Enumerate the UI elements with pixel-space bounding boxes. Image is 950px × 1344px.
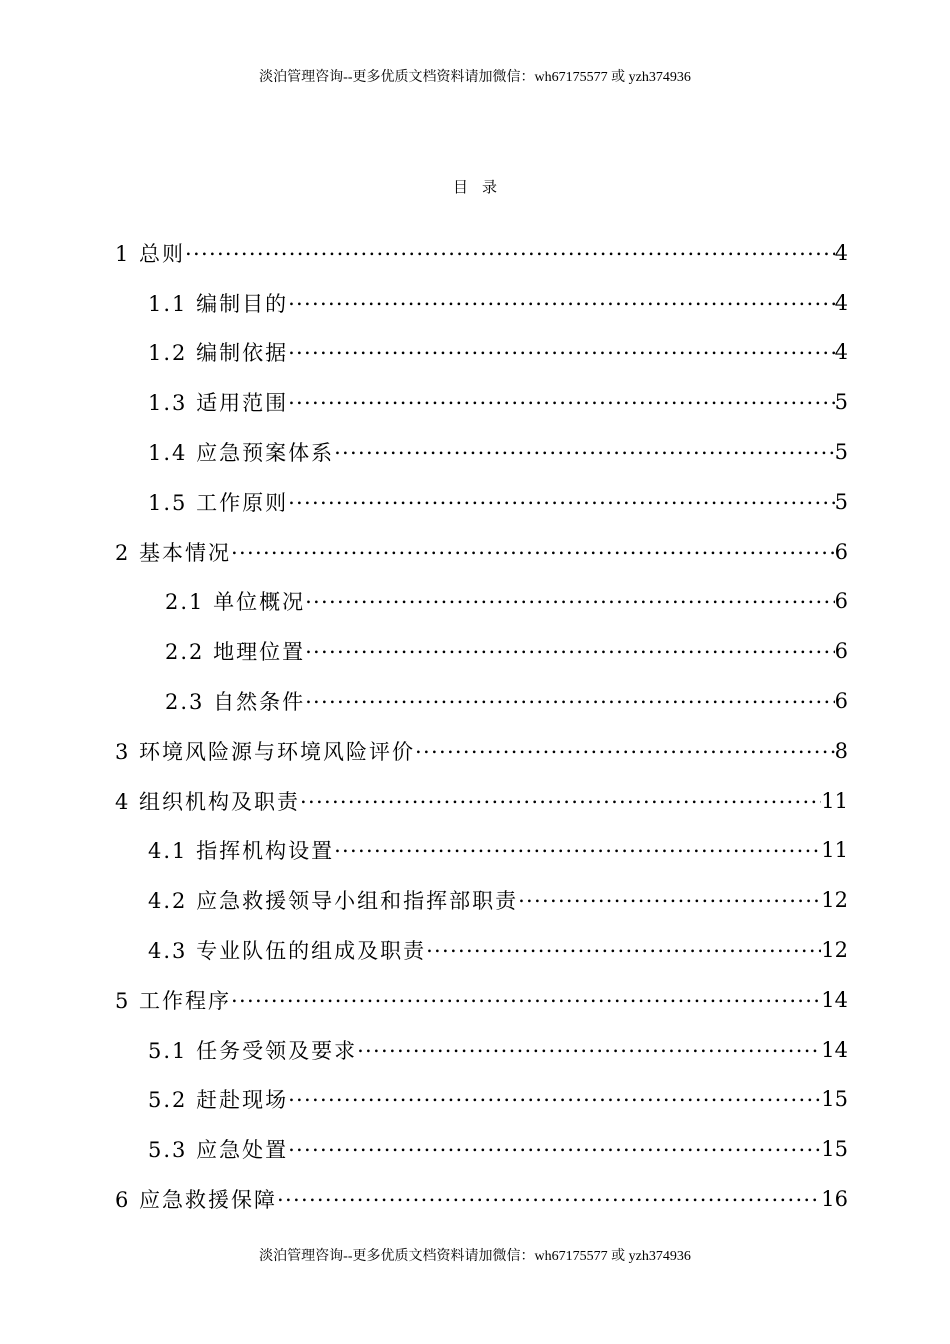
toc-entry-label: 4.3 专业队伍的组成及职责 bbox=[148, 939, 427, 964]
toc-leader-dots bbox=[288, 385, 835, 409]
toc-leader-dots bbox=[305, 634, 835, 658]
toc-entry-page-number: 14 bbox=[821, 1037, 848, 1062]
toc-entry[interactable] bbox=[0, 925, 950, 975]
toc-leader-dots bbox=[288, 1082, 821, 1106]
toc-entry-label: 2.2 地理位置 bbox=[165, 640, 306, 665]
toc-entry-page-number: 4 bbox=[834, 340, 848, 365]
toc-entry[interactable] bbox=[0, 875, 950, 925]
toc-entry-label: 2.1 单位概况 bbox=[165, 590, 306, 615]
toc-leader-dots bbox=[288, 286, 835, 310]
toc-entry-page-number: 5 bbox=[834, 390, 848, 415]
toc-leader-dots bbox=[426, 933, 821, 957]
toc-leader-dots bbox=[334, 833, 821, 857]
toc-leader-dots bbox=[300, 784, 821, 808]
toc-entry[interactable] bbox=[0, 328, 950, 378]
toc-entry[interactable] bbox=[0, 676, 950, 726]
toc-entry[interactable] bbox=[0, 577, 950, 627]
toc-entry-page-number: 6 bbox=[834, 689, 848, 714]
toc-entry[interactable] bbox=[0, 427, 950, 477]
toc-entry-label: 1.5 工作原则 bbox=[148, 490, 289, 515]
toc-entry[interactable] bbox=[0, 826, 950, 876]
toc-entry-page-number: 11 bbox=[821, 788, 848, 813]
toc-leader-dots bbox=[288, 1132, 821, 1156]
toc-entry[interactable] bbox=[0, 975, 950, 1025]
toc-entry-page-number: 12 bbox=[821, 888, 848, 913]
toc-entry-label: 6 应急救援保障 bbox=[115, 1188, 278, 1213]
toc-entry-page-number: 15 bbox=[821, 1137, 848, 1162]
page-header: 淡泊管理咨询--更多优质文档资料请加微信：wh67175577 或 yzh374936 bbox=[259, 70, 691, 85]
toc-title: 目录 bbox=[452, 178, 511, 196]
toc-entry-label: 2.3 自然条件 bbox=[165, 690, 306, 715]
toc-entry-page-number: 4 bbox=[834, 290, 848, 315]
toc-entry-page-number: 8 bbox=[834, 738, 848, 763]
toc-leader-dots bbox=[231, 983, 821, 1007]
toc-entry-label: 4.1 指挥机构设置 bbox=[148, 839, 335, 864]
toc-entry-page-number: 6 bbox=[834, 639, 848, 664]
table-of-contents bbox=[0, 228, 950, 1224]
toc-entry[interactable] bbox=[0, 776, 950, 826]
toc-leader-dots bbox=[231, 535, 835, 559]
toc-entry[interactable] bbox=[0, 1174, 950, 1224]
toc-leader-dots bbox=[415, 734, 835, 758]
toc-entry-page-number: 15 bbox=[821, 1087, 848, 1112]
toc-entry-label: 1.4 应急预案体系 bbox=[148, 441, 335, 466]
toc-leader-dots bbox=[277, 1182, 821, 1206]
toc-entry-label: 1.1 编制目的 bbox=[148, 291, 289, 316]
toc-entry[interactable] bbox=[0, 278, 950, 328]
toc-entry-label: 5.2 赶赴现场 bbox=[148, 1088, 289, 1113]
toc-leader-dots bbox=[518, 883, 821, 907]
toc-entry-page-number: 6 bbox=[834, 589, 848, 614]
toc-entry-label: 1 总则 bbox=[115, 241, 186, 266]
toc-entry-page-number: 5 bbox=[834, 440, 848, 465]
toc-entry[interactable] bbox=[0, 477, 950, 527]
toc-entry[interactable] bbox=[0, 1075, 950, 1125]
page-footer: 淡泊管理咨询--更多优质文档资料请加微信：wh67175577 或 yzh374936 bbox=[259, 1249, 691, 1264]
toc-entry[interactable] bbox=[0, 1124, 950, 1174]
toc-entry[interactable] bbox=[0, 1025, 950, 1075]
toc-entry-label: 3 环境风险源与环境风险评价 bbox=[115, 739, 416, 764]
toc-leader-dots bbox=[185, 236, 835, 260]
toc-entry-label: 4 组织机构及职责 bbox=[115, 789, 301, 814]
toc-entry-page-number: 12 bbox=[821, 938, 848, 963]
toc-entry-label: 5.1 任务受领及要求 bbox=[148, 1038, 358, 1063]
toc-entry-label: 1.3 适用范围 bbox=[148, 391, 289, 416]
toc-leader-dots bbox=[288, 335, 835, 359]
toc-entry-page-number: 14 bbox=[821, 987, 848, 1012]
toc-entry[interactable] bbox=[0, 377, 950, 427]
toc-entry-page-number: 5 bbox=[834, 489, 848, 514]
toc-entry-page-number: 16 bbox=[821, 1187, 848, 1212]
toc-entry-label: 5 工作程序 bbox=[115, 988, 232, 1013]
toc-leader-dots bbox=[288, 485, 835, 509]
toc-entry[interactable] bbox=[0, 626, 950, 676]
toc-leader-dots bbox=[357, 1033, 821, 1057]
toc-entry-label: 2 基本情况 bbox=[115, 540, 232, 565]
toc-entry-label: 4.2 应急救援领导小组和指挥部职责 bbox=[148, 889, 519, 914]
toc-leader-dots bbox=[305, 584, 835, 608]
toc-entry-page-number: 4 bbox=[834, 240, 848, 265]
toc-entry-page-number: 11 bbox=[821, 838, 848, 863]
toc-entry-label: 1.2 编制依据 bbox=[148, 341, 289, 366]
toc-entry-label: 5.3 应急处置 bbox=[148, 1138, 289, 1163]
toc-entry[interactable] bbox=[0, 726, 950, 776]
toc-leader-dots bbox=[334, 435, 835, 459]
toc-entry[interactable] bbox=[0, 228, 950, 278]
toc-entry-page-number: 6 bbox=[834, 539, 848, 564]
toc-entry[interactable] bbox=[0, 527, 950, 577]
toc-leader-dots bbox=[305, 684, 835, 708]
